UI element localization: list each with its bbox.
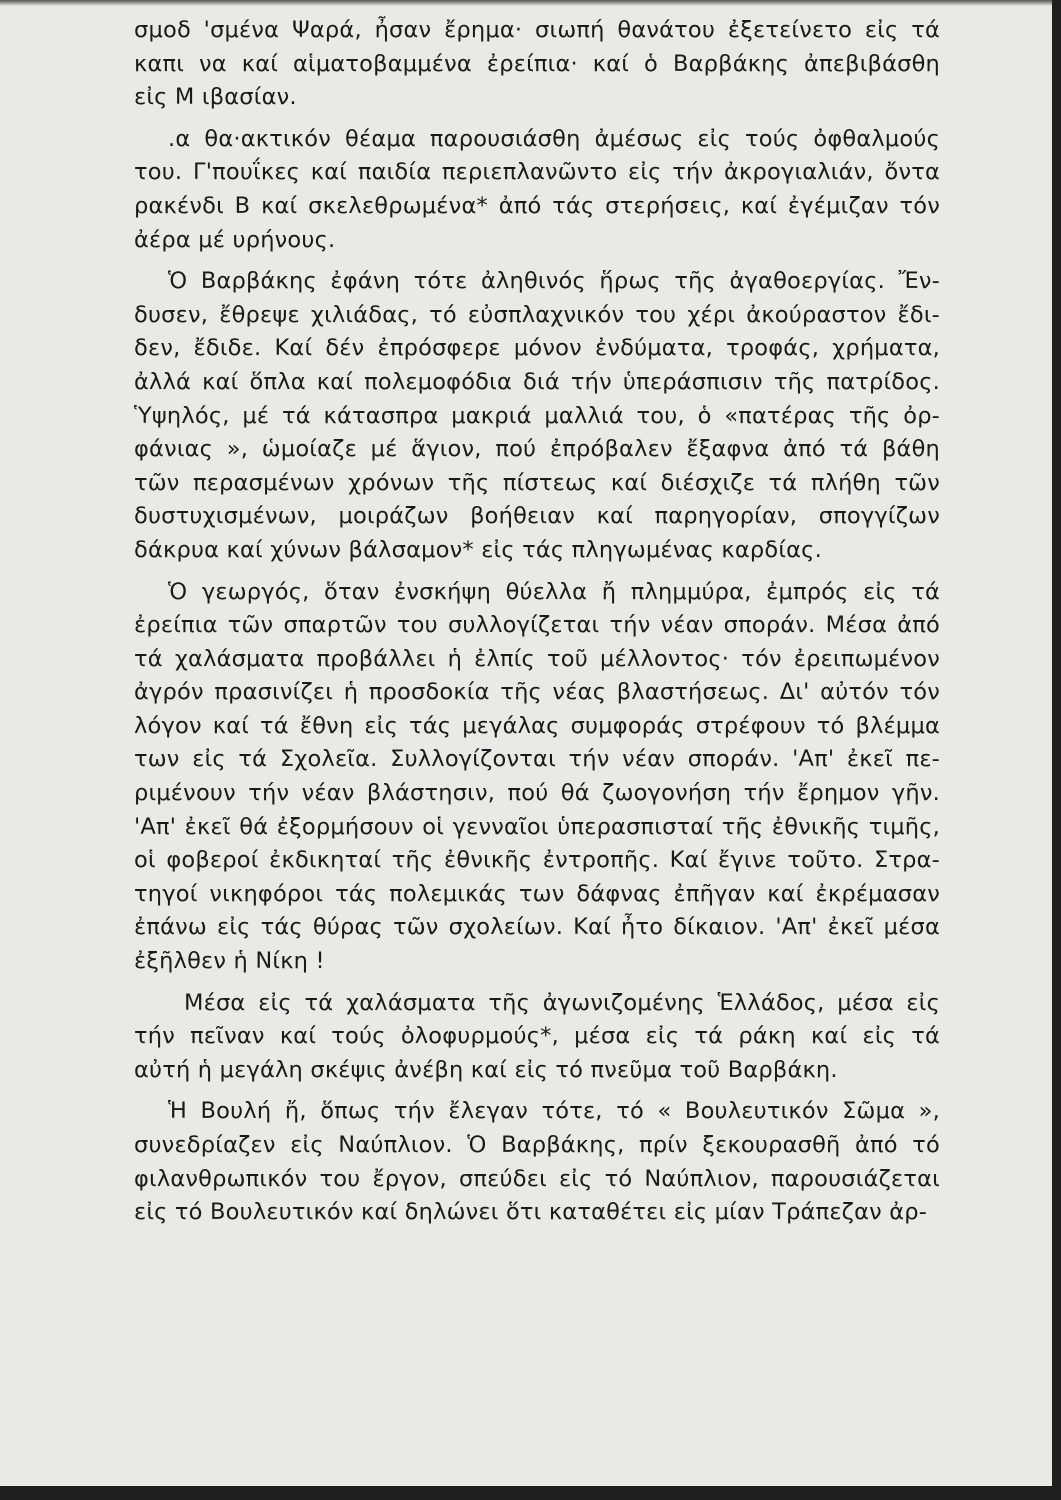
scan-edge-right [1052,0,1061,1500]
text-line: ἀλλά καί ὅπλα καί πολεμοφόδια διά τήν ὑπεράσπισιν τῆς πατρίδος. [134,368,940,395]
text-line: λόγον καί τά ἔθνη εἰς τάς μεγάλας συμφοράς στρέφουν τό βλέμμα [134,712,940,739]
text-line: δεν, ἔδιδε. Καί δέν ἐπρόσφερε μόνον ἐνδύματα, τροφάς, χρήματα, [134,335,940,362]
text-line: εἰς τό Βουλευτικόν καί δηλώνει ὅτι καταθέτει εἰς μίαν Τράπεζαν ἀρ- [134,1199,928,1226]
paragraph [134,987,940,1088]
paragraph [134,1095,940,1229]
text-line: ἀέρα μέ υρήνους. [134,226,336,253]
text-line: τά χαλάσματα προβάλλει ἡ ἐλπίς τοῦ μέλλοντος· τόν ἐρειπωμένον [134,645,940,672]
text-line: συνεδρίαζεν εἰς Ναύπλιον. Ὁ Βαρβάκης, πρίν ξεκουρασθῆ ἀπό τό [134,1132,940,1158]
text-line: ἐξῆλθεν ἡ Νίκη ! [134,948,325,975]
text-line: Μέσα εἰς τά χαλάσματα τῆς ἀγωνιζομένης Ἑλλάδος, μέσα εἰς [184,989,940,1016]
text-line: ριμένουν τήν νέαν βλάστησιν, πού θά ζωογονήση τήν ἔρημον γῆν. [134,780,940,807]
text-line: τηγοί νικηφόροι τάς πολεμικάς των δάφνας ἐπῆγαν καί ἐκρέμασαν [134,880,940,907]
text-line: αὐτή ἡ μεγάλη σκέψις ἀνέβη καί εἰς τό πνεῦμα τοῦ Βαρβάκη. [134,1056,838,1083]
text-line: δυσεν, ἔθρεψε χιλιάδας, τό εὐσπλαχνικόν του χέρι ἀκούραστον ἔδι- [134,301,940,328]
text-line: ρακένδι Β καί σκελεθρωμένα* ἀπό τάς στερήσεις, καί ἐγέμιζαν τόν [134,192,940,219]
text-line: τῶν περασμένων χρόνων τῆς πίστεως καί διέσχιζε τά πλήθη τῶν [134,469,940,496]
text-line: φάνιας », ὡμοίαζε μέ ἅγιον, πού ἐπρόβαλεν ἔξαφνα ἀπό τά βάθη [134,436,940,463]
text-line: Ὁ γεωργός, ὅταν ἐνσκήψη θύελλα ἤ πλημμύρα, ἐμπρός εἰς τά [168,578,940,605]
text-line: τήν πεῖναν καί τούς ὀλοφυρμούς*, μέσα εἰς τά ράκη καί εἰς τά [134,1023,940,1050]
text-line: καπι να καί αἱματοβαμμένα ἐρείπια· καί ὁ Βαρβάκης ἀπεβιβάσθη [134,50,940,77]
text-line: φιλανθρωπικόν του ἔργον, σπεύδει εἰς τό Ναύπλιον, παρουσιάζεται [134,1165,940,1192]
body-text [134,14,940,1230]
text-line: του. Γ'πουΐκες καί παιδία περιεπλανῶντο εἰς τήν ἀκρογιαλιάν, ὄντα [134,159,940,186]
text-line: ἀγρόν πρασινίζει ἡ προσδοκία τῆς νέας βλαστήσεως. Δι' αὐτόν τόν [134,679,940,706]
paragraph [134,576,940,979]
text-line: 'Απ' ἐκεῖ θά ἐξορμήσουν οἱ γενναῖοι ὑπερασπισταί τῆς ἐθνικῆς τιμῆς, [134,813,940,840]
paragraph [134,123,940,257]
text-line: .α θα·ακτικόν θέαμα παρουσιάσθη ἀμέσως εἰς τούς ὀφθαλμούς [168,125,940,152]
text-line: εἰς Μ ιβασίαν. [134,84,297,111]
paragraph [134,14,940,115]
scan-edge-bottom [0,1486,1061,1500]
text-line: Ὑψηλός, μέ τά κάτασπρα μακριά μαλλιά του, ὁ «πατέρας τῆς ὀρ- [134,402,940,429]
text-line: των εἰς τά Σχολεῖα. Συλλογίζονται τήν νέαν σποράν. 'Απ' ἐκεῖ πε- [134,746,940,773]
page-top-shadow [0,0,1052,6]
text-line: ἐπάνω εἰς τάς θύρας τῶν σχολείων. Καί ἦτο δίκαιον. 'Απ' ἐκεῖ μέσα [134,914,940,941]
text-line: οἱ φοβεροί ἐκδικηταί τῆς ἐθνικῆς ἐντροπῆς. Καί ἔγινε τοῦτο. Στρα- [134,847,940,874]
text-line: Ἡ Βουλή ἤ, ὅπως τήν ἔλεγαν τότε, τό « Βουλευτικόν Σῶμα », [168,1098,940,1125]
paragraph [134,265,940,567]
text-line: ἐρείπια τῶν σπαρτῶν του συλλογίζεται τήν νέαν σποράν. Μέσα ἀπό [134,612,940,639]
text-line: δυστυχισμένων, μοιράζων βοήθειαν καί παρηγορίαν, σπογγίζων [134,503,940,530]
text-line: δάκρυα καί χύνων βάλσαμον* εἰς τάς πληγωμένας καρδίας. [134,536,822,563]
text-line: σμοδ 'σμένα Ψαρά, ἦσαν ἔρημα· σιωπή θανάτου ἐξετείνετο εἰς τά [134,17,940,43]
text-line: Ὁ Βαρβάκης ἐφάνη τότε ἀληθινός ἥρως τῆς ἀγαθοεργίας. Ἔν- [168,268,940,295]
